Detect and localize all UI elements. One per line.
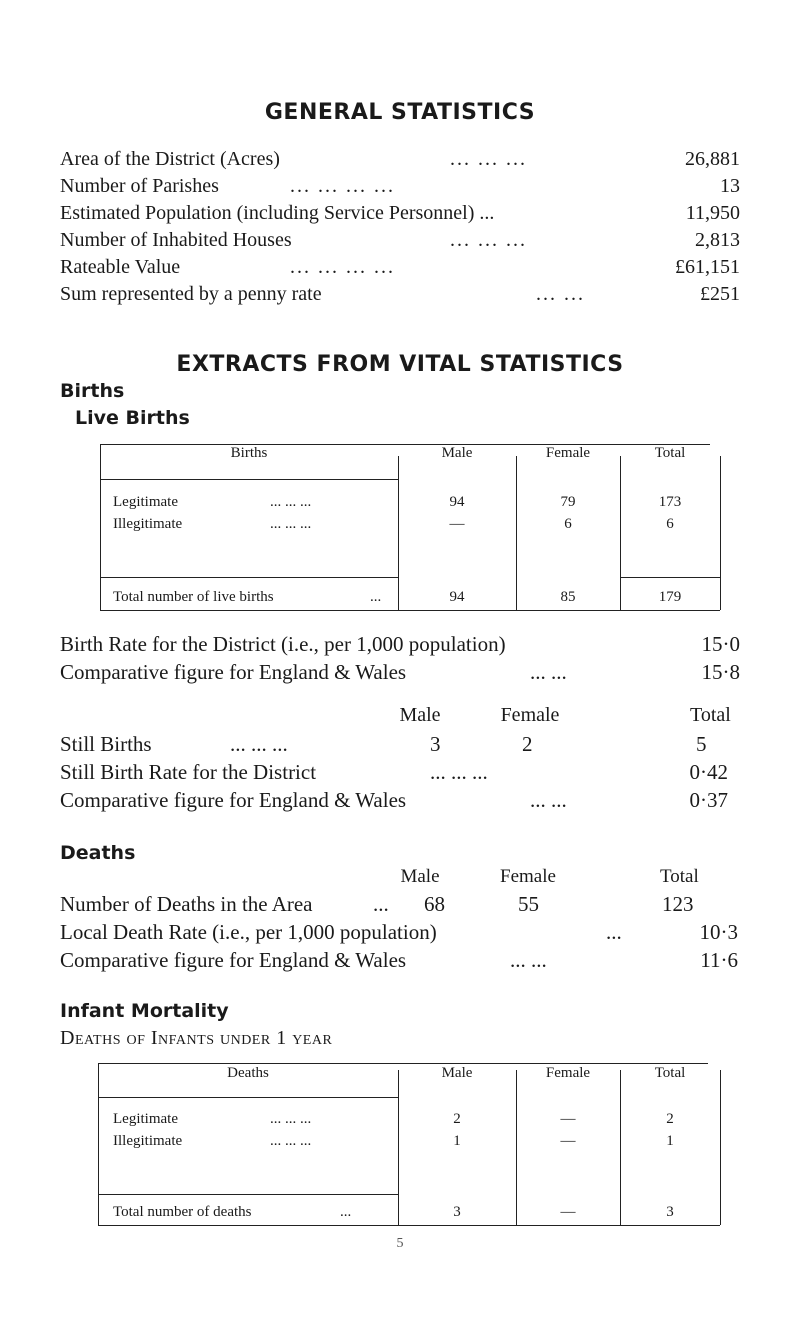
still-births-label: Still Births [60, 732, 152, 756]
row-dots: ... ... ... [270, 494, 312, 510]
stat-value: 2,813 [695, 229, 740, 251]
birth-rate-value: 15·0 [701, 632, 740, 656]
stat-value: £251 [700, 283, 740, 305]
still-col-total: Total [690, 704, 731, 726]
extracts-title: EXTRACTS FROM VITAL STATISTICS [176, 352, 624, 377]
still-births-dots: ... ... ... [230, 732, 288, 756]
births-heading: Births [60, 380, 125, 402]
cell-female: 79 [560, 494, 576, 510]
stat-label: Rateable Value [60, 256, 181, 278]
stat-row-population [60, 202, 740, 230]
stat-row-area [60, 148, 740, 176]
deaths-number-dots: ... [373, 892, 389, 916]
stat-value: 26,881 [685, 148, 740, 170]
birth-rate-label: Birth Rate for the District (i.e., per 1,000 population) [60, 632, 506, 656]
cell-male: 94 [449, 589, 465, 605]
cell-female: — [560, 1204, 576, 1220]
stat-dots: ... ... ... ... [290, 175, 395, 197]
infant-subheading: Deaths of Infants under 1 year [60, 1027, 333, 1049]
birth-comparative-dots: ... ... [530, 660, 567, 684]
live-births-heading: Live Births [75, 407, 190, 429]
deaths-col-total: Total [660, 866, 699, 887]
header-male: Male [441, 1065, 473, 1081]
page-number: 5 [396, 1236, 404, 1251]
still-rate-value: 0·42 [689, 760, 728, 784]
still-comparative-dots: ... ... [530, 788, 567, 812]
header-births: Births [230, 445, 268, 461]
row-label: Legitimate [113, 1111, 178, 1127]
birth-comparative-value: 15·8 [701, 660, 740, 684]
cell-total: 173 [658, 494, 682, 510]
death-rate-value: 10·3 [699, 920, 738, 944]
still-col-male: Male [399, 704, 441, 726]
stat-row-houses [60, 229, 740, 257]
row-dots: ... ... ... [270, 1111, 312, 1127]
infant-mortality-heading: Infant Mortality [60, 1000, 229, 1022]
row-label: Total number of live births [113, 589, 274, 605]
stat-dots: ... ... ... [450, 148, 527, 170]
cell-female: — [560, 1133, 576, 1149]
deaths-number-label: Number of Deaths in the Area [60, 892, 313, 916]
death-rate-label: Local Death Rate (i.e., per 1,000 population) [60, 920, 437, 944]
cell-total: 3 [666, 1204, 674, 1220]
deaths-col-male: Male [400, 866, 440, 887]
stat-dots: ... ... ... [450, 229, 527, 251]
header-deaths: Deaths [227, 1065, 269, 1081]
cell-total: 1 [666, 1133, 674, 1149]
stat-label: Number of Inhabited Houses [60, 229, 292, 251]
still-rate-label: Still Birth Rate for the District [60, 760, 317, 784]
header-female: Female [545, 1065, 591, 1081]
stat-label: Estimated Population (including Service Personnel) ... [60, 202, 495, 224]
cell-male: — [449, 516, 465, 532]
cell-female: 85 [560, 589, 576, 605]
header-total: Total [654, 1065, 686, 1081]
header-female: Female [545, 445, 591, 461]
cell-female: 6 [564, 516, 572, 532]
row-label: Illegitimate [113, 516, 183, 532]
cell-total: 6 [666, 516, 674, 532]
deaths-col-female: Female [500, 866, 556, 887]
death-comparative-dots: ... ... [510, 948, 547, 972]
still-births-female: 2 [522, 732, 533, 756]
stat-value: 13 [720, 175, 740, 197]
header-total: Total [654, 445, 686, 461]
death-comparative-label: Comparative figure for England & Wales [60, 948, 407, 972]
still-comparative-value: 0·37 [689, 788, 728, 812]
still-rate-dots: ... ... ... [430, 760, 488, 784]
row-label: Total number of deaths [113, 1204, 252, 1220]
row-dots: ... ... ... [270, 1133, 312, 1149]
stat-value: 11,950 [685, 202, 740, 224]
cell-total: 2 [666, 1111, 674, 1127]
still-births-male: 3 [430, 732, 441, 756]
stat-label: Number of Parishes [60, 175, 219, 197]
row-dots: ... [370, 589, 382, 605]
stat-row-rateable-value [60, 256, 740, 284]
cell-male: 94 [449, 494, 465, 510]
row-label: Legitimate [113, 494, 178, 510]
birth-comparative-label: Comparative figure for England & Wales [60, 660, 407, 684]
header-male: Male [441, 445, 473, 461]
deaths-heading: Deaths [60, 842, 136, 864]
cell-female: — [560, 1111, 576, 1127]
stat-row-penny-rate [60, 283, 740, 311]
death-rate-dots: ... [606, 920, 622, 944]
still-births-total: 5 [696, 732, 707, 756]
death-comparative-value: 11·6 [700, 948, 738, 972]
deaths-female: 55 [518, 892, 539, 916]
row-dots: ... ... ... [270, 516, 312, 532]
cell-male: 1 [453, 1133, 461, 1149]
cell-male: 3 [453, 1204, 461, 1220]
stat-label: Area of the District (Acres) [60, 148, 280, 170]
row-dots: ... [340, 1204, 352, 1220]
stat-dots: ... ... ... ... [290, 256, 395, 278]
cell-male: 2 [453, 1111, 461, 1127]
still-comparative-label: Comparative figure for England & Wales [60, 788, 407, 812]
row-label: Illegitimate [113, 1133, 183, 1149]
still-col-female: Female [500, 704, 560, 726]
stat-value: £61,151 [675, 256, 740, 278]
stat-dots: ... ... [536, 283, 585, 305]
deaths-total: 123 [662, 892, 694, 916]
general-statistics-title: GENERAL STATISTICS [264, 100, 536, 125]
stat-row-parishes [60, 175, 740, 203]
deaths-male: 68 [424, 892, 445, 916]
cell-total: 179 [658, 589, 682, 605]
stat-label: Sum represented by a penny rate [60, 283, 322, 305]
